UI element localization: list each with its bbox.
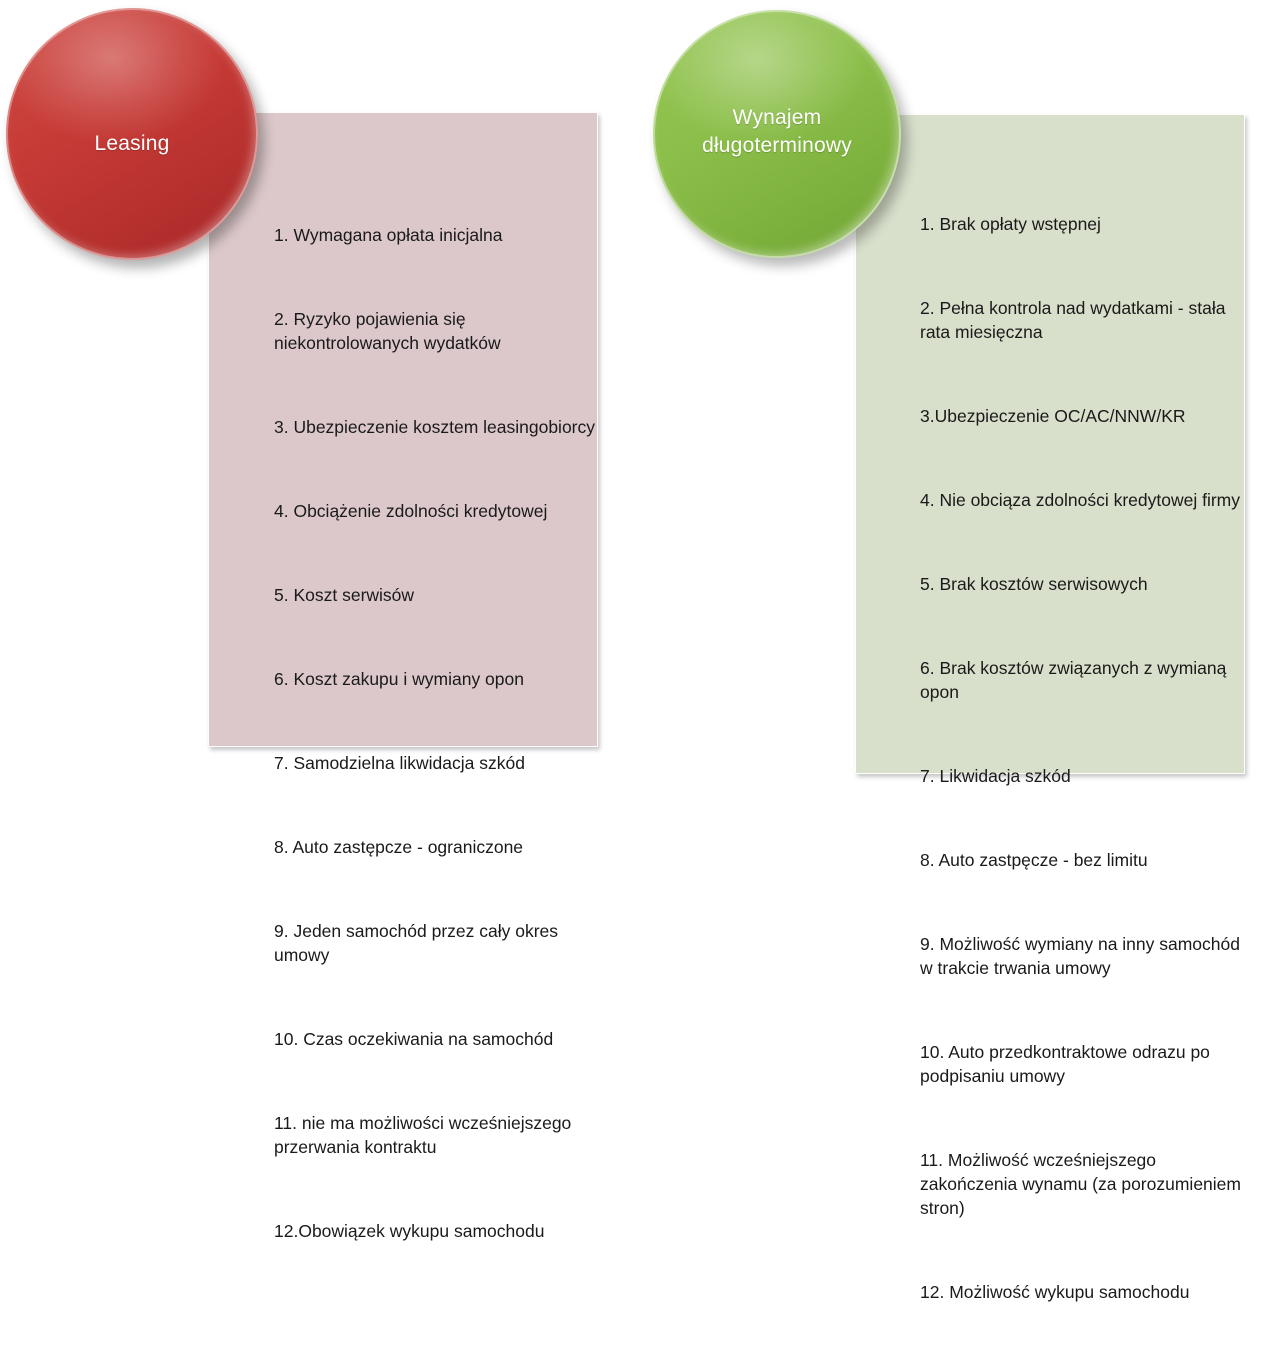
list-item: 4. Obciążenie zdolności kredytowej — [274, 501, 548, 521]
list-item: 2. Pełna kontrola nad wydatkami - stała rata miesięczna — [920, 298, 1255, 342]
list-item: 8. Auto zastpęcze - bez limitu — [920, 850, 1148, 870]
leasing-badge-label: Leasing — [94, 132, 170, 155]
leasing-list — [274, 175, 604, 1291]
list-item: 12.Obowiązek wykupu samochodu — [274, 1221, 545, 1241]
list-item: 3. Ubezpieczenie kosztem leasingobiorcy — [274, 417, 595, 437]
list-item: 2. Ryzyko pojawienia się niekontrolowanych wydatków — [274, 309, 501, 353]
list-item: 10. Auto przedkontraktowe odrazu po podpisaniu umowy — [920, 1042, 1215, 1086]
list-item: 4. Nie obciąza zdolności kredytowej firmy — [920, 490, 1240, 510]
list-item: 5. Brak kosztów serwisowych — [920, 574, 1148, 594]
list-item: 6. Koszt zakupu i wymiany opon — [274, 669, 524, 689]
list-item: 8. Auto zastępcze - ograniczone — [274, 837, 524, 857]
list-item: 11. Możliwość wcześniejszego zakończenia wynamu (za porozumieniem stron) — [920, 1150, 1246, 1218]
list-item: 11. nie ma możliwości wcześniejszego przerwania kontraktu — [274, 1113, 577, 1157]
list-item: 12. Możliwość wykupu samochodu — [920, 1282, 1190, 1302]
wynajem-badge-label: Wynajem długoterminowy — [702, 106, 852, 157]
list-item: 7. Samodzielna likwidacja szkód — [274, 753, 525, 773]
list-item: 9. Możliwość wymiany na inny samochód w trakcie trwania umowy — [920, 934, 1245, 978]
list-item: 7. Likwidacja szkód — [920, 766, 1071, 786]
wynajem-list — [920, 164, 1255, 1352]
list-item: 10. Czas oczekiwania na samochód — [274, 1029, 554, 1049]
list-item: 6. Brak kosztów związanych z wymianą opon — [920, 658, 1232, 702]
list-item: 1. Wymagana opłata inicjalna — [274, 225, 503, 245]
leasing-badge-circle — [6, 8, 258, 260]
list-item: 1. Brak opłaty wstępnej — [920, 214, 1101, 234]
list-item: 5. Koszt serwisów — [274, 585, 415, 605]
wynajem-badge-circle — [653, 10, 901, 258]
list-item: 9. Jeden samochód przez cały okres umowy — [274, 921, 563, 965]
list-item: 3.Ubezpieczenie OC/AC/NNW/KR — [920, 406, 1186, 426]
